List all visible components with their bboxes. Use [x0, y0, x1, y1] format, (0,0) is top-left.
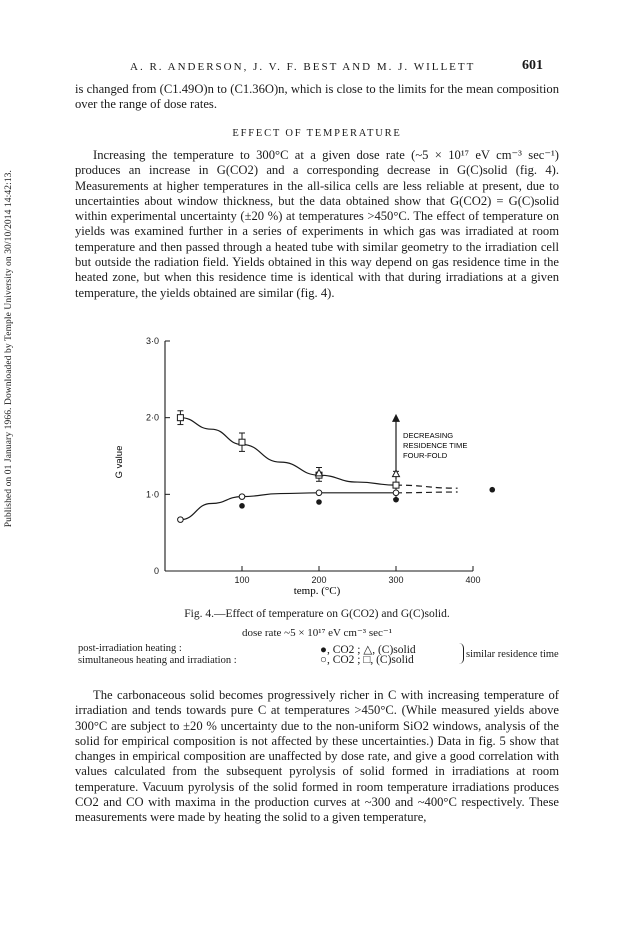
running-head: A. R. ANDERSON, J. V. F. BEST AND M. J. WILLETT [130, 61, 476, 73]
curve-solid-0 [180, 493, 396, 520]
marker-open-circle [393, 490, 399, 496]
x-tick-label: 300 [388, 575, 404, 585]
y-tick-label: 2·0 [145, 412, 159, 423]
annotation-line-2: RESIDENCE TIME [403, 441, 468, 450]
curve-solid-1 [180, 418, 396, 485]
y-tick-label: 0 [153, 566, 159, 576]
legend-post-symbols: ●, CO2 ; △, (C)solid [320, 644, 416, 656]
marker-open-square [239, 439, 245, 445]
x-axis-label: temp. (°C) [293, 585, 341, 597]
legend-brace [457, 643, 464, 664]
annotation-line-1: DECREASING [403, 431, 454, 440]
paragraph-carbonaceous-solid: The carbonaceous solid becomes progressively richer in C with increasing temperature of irradiation and tends towards pure C at temperatures >450°C. (While measured yields above 300°C are subject to ±20 % uncertainty due to the non-uniform SiO2 windows, analysis of the solid for empirical composition is not affected by these uncertainties.) Data in fig. 5 show that changes in empirical composition are unaffected by dose rate, and give a good correlation with values calculated from the subsequent pyrolysis of solid formed in irradiations at room temperature. Vacuum pyrolysis of the solid formed in room temperature irradiations produces CO2 and CO with maxima in the production curves at ~300 and ~400°C respectively. These measurements were made by heating the solid to a given temperature, [75, 688, 559, 825]
section-heading: EFFECT OF TEMPERATURE [232, 128, 402, 139]
curve-dashed-1 [396, 485, 458, 488]
marker-open-circle [178, 517, 184, 523]
x-tick-label: 200 [311, 575, 327, 585]
annotation-line-3: FOUR-FOLD [403, 451, 448, 460]
figure-caption: Fig. 4.—Effect of temperature on G(CO2) and G(C)solid. [184, 608, 450, 620]
marker-open-circle [239, 494, 245, 500]
marker-open-circle [316, 490, 322, 496]
residence-arrow-head [392, 414, 400, 422]
x-tick-label: 400 [465, 575, 481, 585]
figure-dose-rate: dose rate ~5 × 10¹⁷ eV cm⁻³ sec⁻¹ [241, 627, 392, 639]
y-axis-label: G value [114, 445, 125, 479]
marker-filled-circle [316, 499, 322, 505]
legend-bracket-note: similar residence time [466, 649, 559, 660]
legend-simultaneous-label: simultaneous heating and irradiation : [78, 655, 237, 666]
legend-post-label: post-irradiation heating : [78, 643, 182, 654]
marker-filled-circle [239, 503, 245, 509]
marker-filled-circle [489, 487, 495, 493]
y-tick-label: 1·0 [145, 489, 159, 500]
page-number: 601 [522, 58, 543, 73]
curve-dashed-0 [396, 492, 458, 493]
marker-filled-circle [393, 497, 399, 503]
legend-simultaneous-symbols: ○, CO2 ; □, (C)solid [320, 654, 414, 666]
marker-open-square [393, 482, 399, 488]
download-stamp: Published on 01 January 1966. Downloaded by Temple University on 30/10/2014 14:42:13. [4, 170, 14, 528]
x-tick-label: 100 [234, 575, 250, 585]
marker-open-square [177, 415, 183, 421]
intro-paragraph: is changed from (C1.49O)n to (C1.36O)n, which is close to the limits for the mean composition over the range of dose rates. [75, 82, 559, 112]
paragraph-temperature-effect: Increasing the temperature to 300°C at a given dose rate (~5 × 10¹⁷ eV cm⁻³ sec⁻¹) produces an increase in G(CO2) and a corresponding decrease in G(C)solid (fig. 4). Measurements at higher temperatures in the all-silica cells are less reliable at present, due to uncertainties about window thickness, but the data obtained show that G(CO2) = G(C)solid within experimental uncertainty (±20 %) at temperatures >450°C. The effect of temperature on yields was examined further in a series of experiments in which gas was irradiated at room temperature and then passed through a heated tube with similar geometry to the irradiation cell but outside the radiation field. Yields obtained in this way depend on gas residence time in the heated zone, but when this residence time is identical with that during irradiations at a given temperature, the yields obtained are similar (fig. 4). [75, 148, 559, 300]
figure-4-chart [0, 330, 624, 605]
y-tick-label: 3·0 [145, 336, 159, 346]
